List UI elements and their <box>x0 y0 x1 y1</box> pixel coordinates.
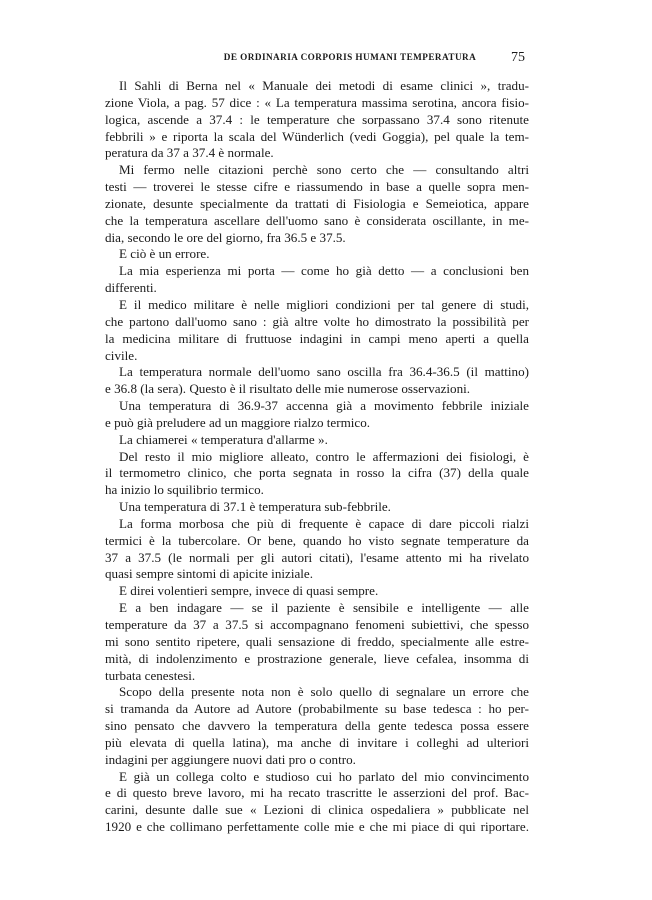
text-line: il termometro clinico, che porta segnata in rosso la cifra (37) della quale <box>105 465 529 481</box>
text-line: E il medico militare è nelle migliori condizioni per tal genere di studi, <box>119 296 529 312</box>
text-line: ha inizio lo squilibrio termico. <box>105 482 264 498</box>
text-line: Il Sahli di Berna nel « Manuale dei metodi di esame clinici », tradu- <box>119 78 529 93</box>
text-line: febbrili » e riporta la scala del Wünderlich (vedi Goggia), pel quale la tem- <box>105 128 529 144</box>
text-line: Scopo della presente nota non è solo quello di segnalare un errore che <box>119 684 529 700</box>
text-line: e 36.8 (la sera). Questo è il risultato delle mie numerose osservazioni. <box>105 381 471 397</box>
text-line: E già un collega colto e studioso cui ho parlato del mio convincimento <box>119 768 529 784</box>
text-line: la medicina militare di fruttuose indagini in campi meno aperti a quella <box>105 330 529 346</box>
text-line: che la temperatura ascellare dell'uomo sano è considerata oscillante, in me- <box>105 212 529 228</box>
text-line: E a ben indagare — se il paziente è sensibile e intelligente — alle <box>119 600 529 616</box>
text-line: E ciò è un errore. <box>119 246 210 262</box>
text-line: zionate, desunte specialmente da trattati di Fisiologia e Semeiotica, appare <box>105 195 529 211</box>
text-line: e può già preludere ad un maggiore rialzo termico. <box>105 414 371 430</box>
text-line: La mia esperienza mi porta — come ho già detto — a conclusioni ben <box>119 263 529 279</box>
text-line: mi sono sentito ripetere, quali sensazione di freddo, specialmente alle estre- <box>105 633 529 649</box>
text-line: e di questo breve lavoro, mi ha recato trascritte le asserzioni del prof. Bac- <box>105 785 529 801</box>
text-line: peratura da 37 a 37.4 è normale. <box>105 145 274 161</box>
text-line: E direi volentieri sempre, invece di quasi sempre. <box>119 583 379 599</box>
text-line: Una temperatura di 36.9-37 accenna già a movimento febbrile iniziale <box>119 398 529 414</box>
text-line: 37 a 37.5 (le normali per gli autori citati), l'esame attento mi ha rivelato <box>105 549 529 565</box>
body-text <box>105 78 529 836</box>
text-line: che partono dall'uomo sano : già altre volte ho dimostrato la possibilità per <box>105 313 529 329</box>
text-line: La chiamerei « temperatura d'allarme ». <box>119 431 328 447</box>
text-line: sino pensato che davvero la temperatura della gente tedesca possa essere <box>105 718 529 734</box>
page-number: 75 <box>511 50 525 65</box>
text-line: Mi fermo nelle citazioni perchè sono certo che — consultando altri <box>119 162 529 178</box>
text-line: La temperatura normale dell'uomo sano oscilla fra 36.4-36.5 (il mattino) <box>119 364 529 380</box>
text-line: indagini per aggiungere nuovi dati pro o contro. <box>105 751 356 767</box>
text-line: Una temperatura di 37.1 è temperatura sub-febbrile. <box>119 499 391 515</box>
text-line: civile. <box>105 347 138 363</box>
text-line: differenti. <box>105 280 157 296</box>
text-line: logica, ascende a 37.4 : le temperature che sorpassano 37.4 sono ritenute <box>105 111 529 127</box>
text-line: 1920 e che collimano perfettamente colle mie e che mi piace di qui riportare. <box>105 819 529 835</box>
text-line: termici è la tubercolare. Or bene, quando ho visto segnate temperature da <box>105 532 529 548</box>
text-line: La forma morbosa che più di frequente è capace di dare piccoli rialzi <box>119 515 529 531</box>
text-line: carini, desunte dalle sue « Lezioni di clinica ospedaliera » pubblicate nel <box>105 802 529 818</box>
text-line: testi — troverei le stesse cifre e riassumendo in base a quelle sopra men- <box>105 179 529 195</box>
text-line: zione Viola, a pag. 57 dice : « La temperatura massima serotina, ancora fisio- <box>105 94 529 110</box>
text-line: dia, secondo le ore del giorno, fra 36.5 e 37.5. <box>105 229 346 245</box>
text-line: turbata cenestesi. <box>105 667 196 683</box>
text-line: temperature da 37 a 37.5 si accompagnano fenomeni subiettivi, che spesso <box>105 617 529 632</box>
text-line: mità, di indolenzimento e prostrazione generale, lieve cefalea, insomma di <box>105 650 529 666</box>
text-line: si tramanda da Autore ad Autore (probabilmente su base tedesca : ho per- <box>105 701 529 717</box>
text-line: quasi sempre sintomi di apicite iniziale. <box>105 566 313 582</box>
running-head: DE ORDINARIA CORPORIS HUMANI TEMPERATURA <box>223 52 477 62</box>
text-line: più elevata di quella latina), ma anche di invitare i colleghi ad ulteriori <box>105 734 529 750</box>
text-line: Del resto il mio migliore alleato, contro le affermazioni dei fisiologi, è <box>119 448 529 464</box>
